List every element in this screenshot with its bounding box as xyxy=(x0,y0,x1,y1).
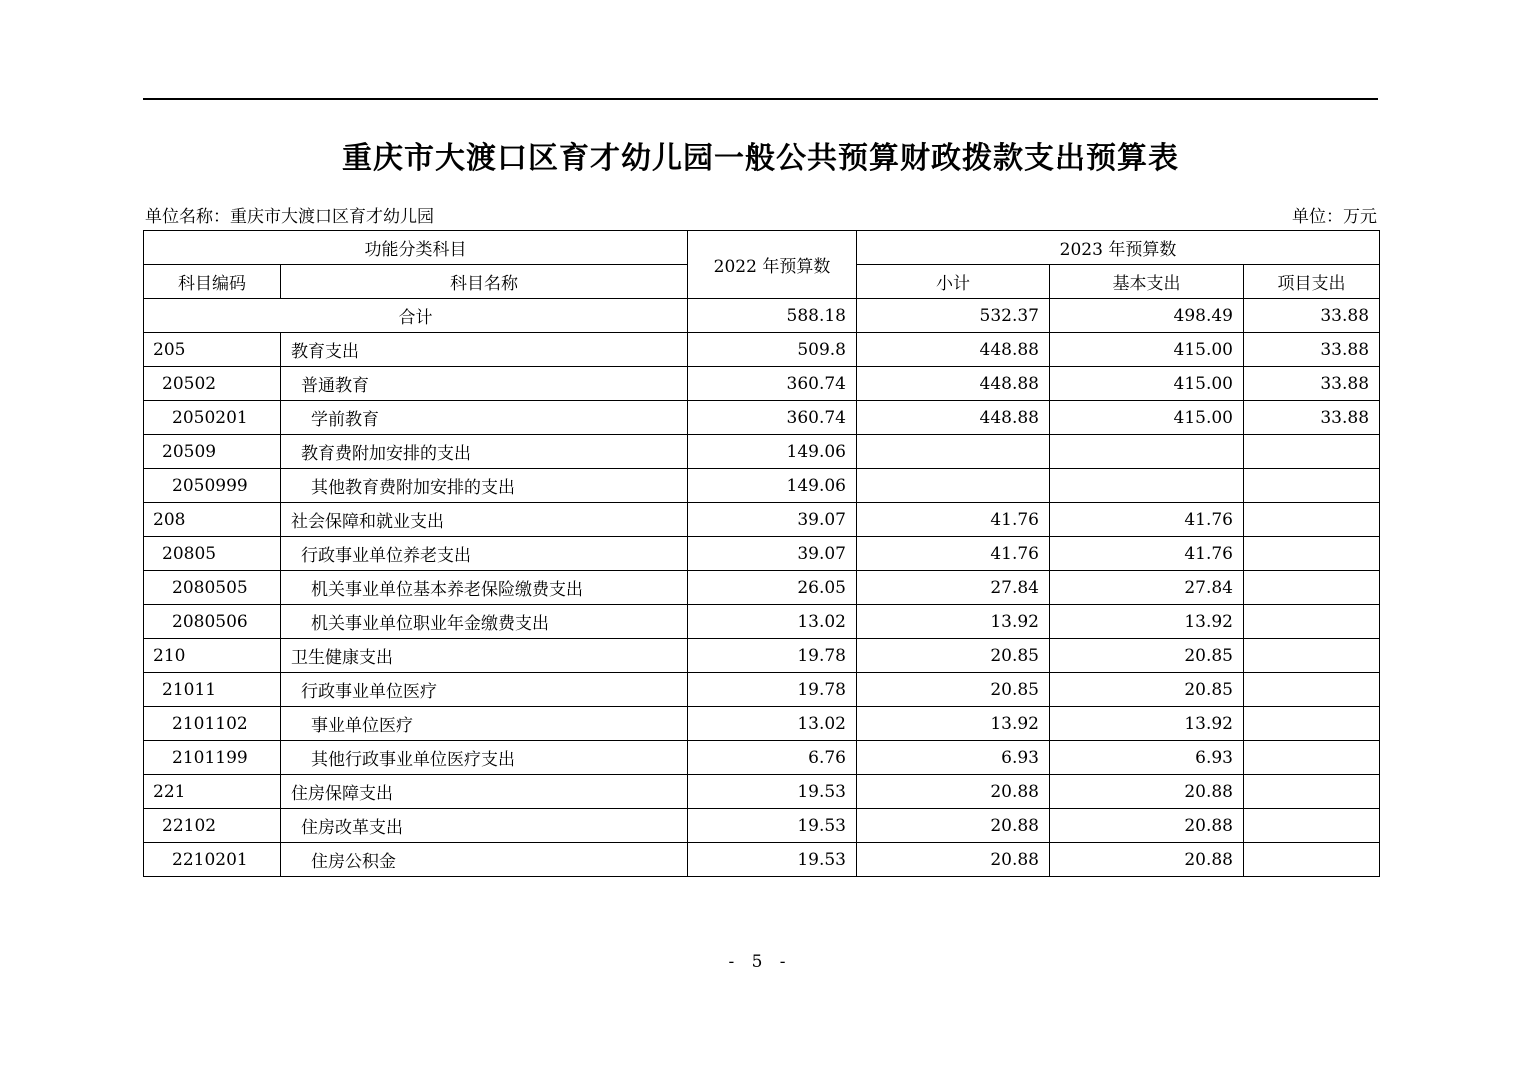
table-row xyxy=(144,469,1380,503)
row-project xyxy=(1244,639,1380,673)
row-basic: 41.76 xyxy=(1050,503,1244,537)
row-basic xyxy=(1050,435,1244,469)
header-budget-2022: 2022 年预算数 xyxy=(688,231,857,299)
row-subtotal xyxy=(857,469,1050,503)
row-project xyxy=(1244,435,1380,469)
total-2022: 588.18 xyxy=(688,299,857,333)
row-code: 20509 xyxy=(144,435,281,469)
row-basic: 415.00 xyxy=(1050,333,1244,367)
row-code: 2050999 xyxy=(144,469,281,503)
row-name: 社会保障和就业支出 xyxy=(281,503,688,537)
header-row-1 xyxy=(144,231,1380,265)
row-project: 33.88 xyxy=(1244,367,1380,401)
row-code: 221 xyxy=(144,775,281,809)
row-name: 住房保障支出 xyxy=(281,775,688,809)
total-row xyxy=(144,299,1380,333)
row-basic: 20.88 xyxy=(1050,843,1244,877)
row-budget-2022: 39.07 xyxy=(688,537,857,571)
row-subtotal: 448.88 xyxy=(857,401,1050,435)
header-budget-2023: 2023 年预算数 xyxy=(857,231,1380,265)
row-subtotal: 6.93 xyxy=(857,741,1050,775)
header-rule xyxy=(143,98,1378,100)
row-budget-2022: 360.74 xyxy=(688,401,857,435)
row-budget-2022: 26.05 xyxy=(688,571,857,605)
row-subtotal: 13.92 xyxy=(857,707,1050,741)
header-name: 科目名称 xyxy=(281,265,688,299)
row-name: 其他教育费附加安排的支出 xyxy=(281,469,688,503)
table-row xyxy=(144,333,1380,367)
table-row xyxy=(144,707,1380,741)
row-subtotal: 20.85 xyxy=(857,639,1050,673)
row-code: 210 xyxy=(144,639,281,673)
row-subtotal: 27.84 xyxy=(857,571,1050,605)
table-row xyxy=(144,605,1380,639)
row-code: 205 xyxy=(144,333,281,367)
row-code: 2210201 xyxy=(144,843,281,877)
row-basic: 13.92 xyxy=(1050,707,1244,741)
row-subtotal: 448.88 xyxy=(857,367,1050,401)
row-name: 其他行政事业单位医疗支出 xyxy=(281,741,688,775)
row-code: 208 xyxy=(144,503,281,537)
row-budget-2022: 19.53 xyxy=(688,775,857,809)
row-budget-2022: 19.53 xyxy=(688,809,857,843)
header-category: 功能分类科目 xyxy=(144,231,688,265)
row-project xyxy=(1244,537,1380,571)
row-basic: 41.76 xyxy=(1050,537,1244,571)
table-row xyxy=(144,503,1380,537)
row-basic: 27.84 xyxy=(1050,571,1244,605)
row-name: 事业单位医疗 xyxy=(281,707,688,741)
table-row xyxy=(144,843,1380,877)
row-project: 33.88 xyxy=(1244,401,1380,435)
row-name: 卫生健康支出 xyxy=(281,639,688,673)
row-subtotal: 41.76 xyxy=(857,503,1050,537)
row-subtotal: 20.88 xyxy=(857,775,1050,809)
row-name: 教育支出 xyxy=(281,333,688,367)
row-code: 20805 xyxy=(144,537,281,571)
table-row xyxy=(144,639,1380,673)
row-subtotal xyxy=(857,435,1050,469)
row-budget-2022: 360.74 xyxy=(688,367,857,401)
total-basic: 498.49 xyxy=(1050,299,1244,333)
row-subtotal: 20.88 xyxy=(857,843,1050,877)
header-subtotal: 小计 xyxy=(857,265,1050,299)
row-subtotal: 20.88 xyxy=(857,809,1050,843)
row-name: 学前教育 xyxy=(281,401,688,435)
row-name: 行政事业单位医疗 xyxy=(281,673,688,707)
row-basic: 415.00 xyxy=(1050,401,1244,435)
total-subtotal: 532.37 xyxy=(857,299,1050,333)
row-basic: 20.85 xyxy=(1050,639,1244,673)
row-project xyxy=(1244,809,1380,843)
table-row xyxy=(144,537,1380,571)
row-project xyxy=(1244,605,1380,639)
row-code: 20502 xyxy=(144,367,281,401)
table-row xyxy=(144,741,1380,775)
table-row xyxy=(144,435,1380,469)
row-budget-2022: 509.8 xyxy=(688,333,857,367)
row-project xyxy=(1244,469,1380,503)
row-code: 21011 xyxy=(144,673,281,707)
row-name: 住房公积金 xyxy=(281,843,688,877)
row-project xyxy=(1244,707,1380,741)
header-basic: 基本支出 xyxy=(1050,265,1244,299)
table-row xyxy=(144,809,1380,843)
row-basic: 13.92 xyxy=(1050,605,1244,639)
row-name: 机关事业单位基本养老保险缴费支出 xyxy=(281,571,688,605)
row-code: 2080505 xyxy=(144,571,281,605)
row-subtotal: 41.76 xyxy=(857,537,1050,571)
header-project: 项目支出 xyxy=(1244,265,1380,299)
row-basic xyxy=(1050,469,1244,503)
unit-name: 单位名称：重庆市大渡口区育才幼儿园 xyxy=(145,207,434,227)
row-budget-2022: 19.78 xyxy=(688,673,857,707)
row-code: 2080506 xyxy=(144,605,281,639)
row-subtotal: 13.92 xyxy=(857,605,1050,639)
row-budget-2022: 149.06 xyxy=(688,435,857,469)
header-code: 科目编码 xyxy=(144,265,281,299)
row-code: 2101102 xyxy=(144,707,281,741)
row-code: 2050201 xyxy=(144,401,281,435)
row-budget-2022: 19.78 xyxy=(688,639,857,673)
page-number: - 5 - xyxy=(728,952,792,972)
row-budget-2022: 13.02 xyxy=(688,707,857,741)
table-row xyxy=(144,367,1380,401)
row-basic: 20.88 xyxy=(1050,775,1244,809)
budget-table xyxy=(143,230,1380,877)
row-basic: 415.00 xyxy=(1050,367,1244,401)
row-project xyxy=(1244,775,1380,809)
total-project: 33.88 xyxy=(1244,299,1380,333)
table-row xyxy=(144,401,1380,435)
row-code: 22102 xyxy=(144,809,281,843)
row-basic: 20.88 xyxy=(1050,809,1244,843)
row-name: 普通教育 xyxy=(281,367,688,401)
total-label: 合计 xyxy=(144,299,688,333)
row-name: 机关事业单位职业年金缴费支出 xyxy=(281,605,688,639)
row-project xyxy=(1244,503,1380,537)
table-row xyxy=(144,775,1380,809)
row-project xyxy=(1244,843,1380,877)
page-title: 重庆市大渡口区育才幼儿园一般公共预算财政拨款支出预算表 xyxy=(342,141,1179,176)
table-row xyxy=(144,673,1380,707)
row-budget-2022: 6.76 xyxy=(688,741,857,775)
row-budget-2022: 19.53 xyxy=(688,843,857,877)
row-subtotal: 20.85 xyxy=(857,673,1050,707)
row-budget-2022: 149.06 xyxy=(688,469,857,503)
row-project xyxy=(1244,741,1380,775)
row-project xyxy=(1244,673,1380,707)
row-basic: 6.93 xyxy=(1050,741,1244,775)
row-project: 33.88 xyxy=(1244,333,1380,367)
table-row xyxy=(144,571,1380,605)
row-budget-2022: 39.07 xyxy=(688,503,857,537)
row-project xyxy=(1244,571,1380,605)
row-name: 教育费附加安排的支出 xyxy=(281,435,688,469)
row-code: 2101199 xyxy=(144,741,281,775)
row-subtotal: 448.88 xyxy=(857,333,1050,367)
unit-label: 单位：万元 xyxy=(1292,207,1377,227)
row-name: 行政事业单位养老支出 xyxy=(281,537,688,571)
row-name: 住房改革支出 xyxy=(281,809,688,843)
row-basic: 20.85 xyxy=(1050,673,1244,707)
row-budget-2022: 13.02 xyxy=(688,605,857,639)
